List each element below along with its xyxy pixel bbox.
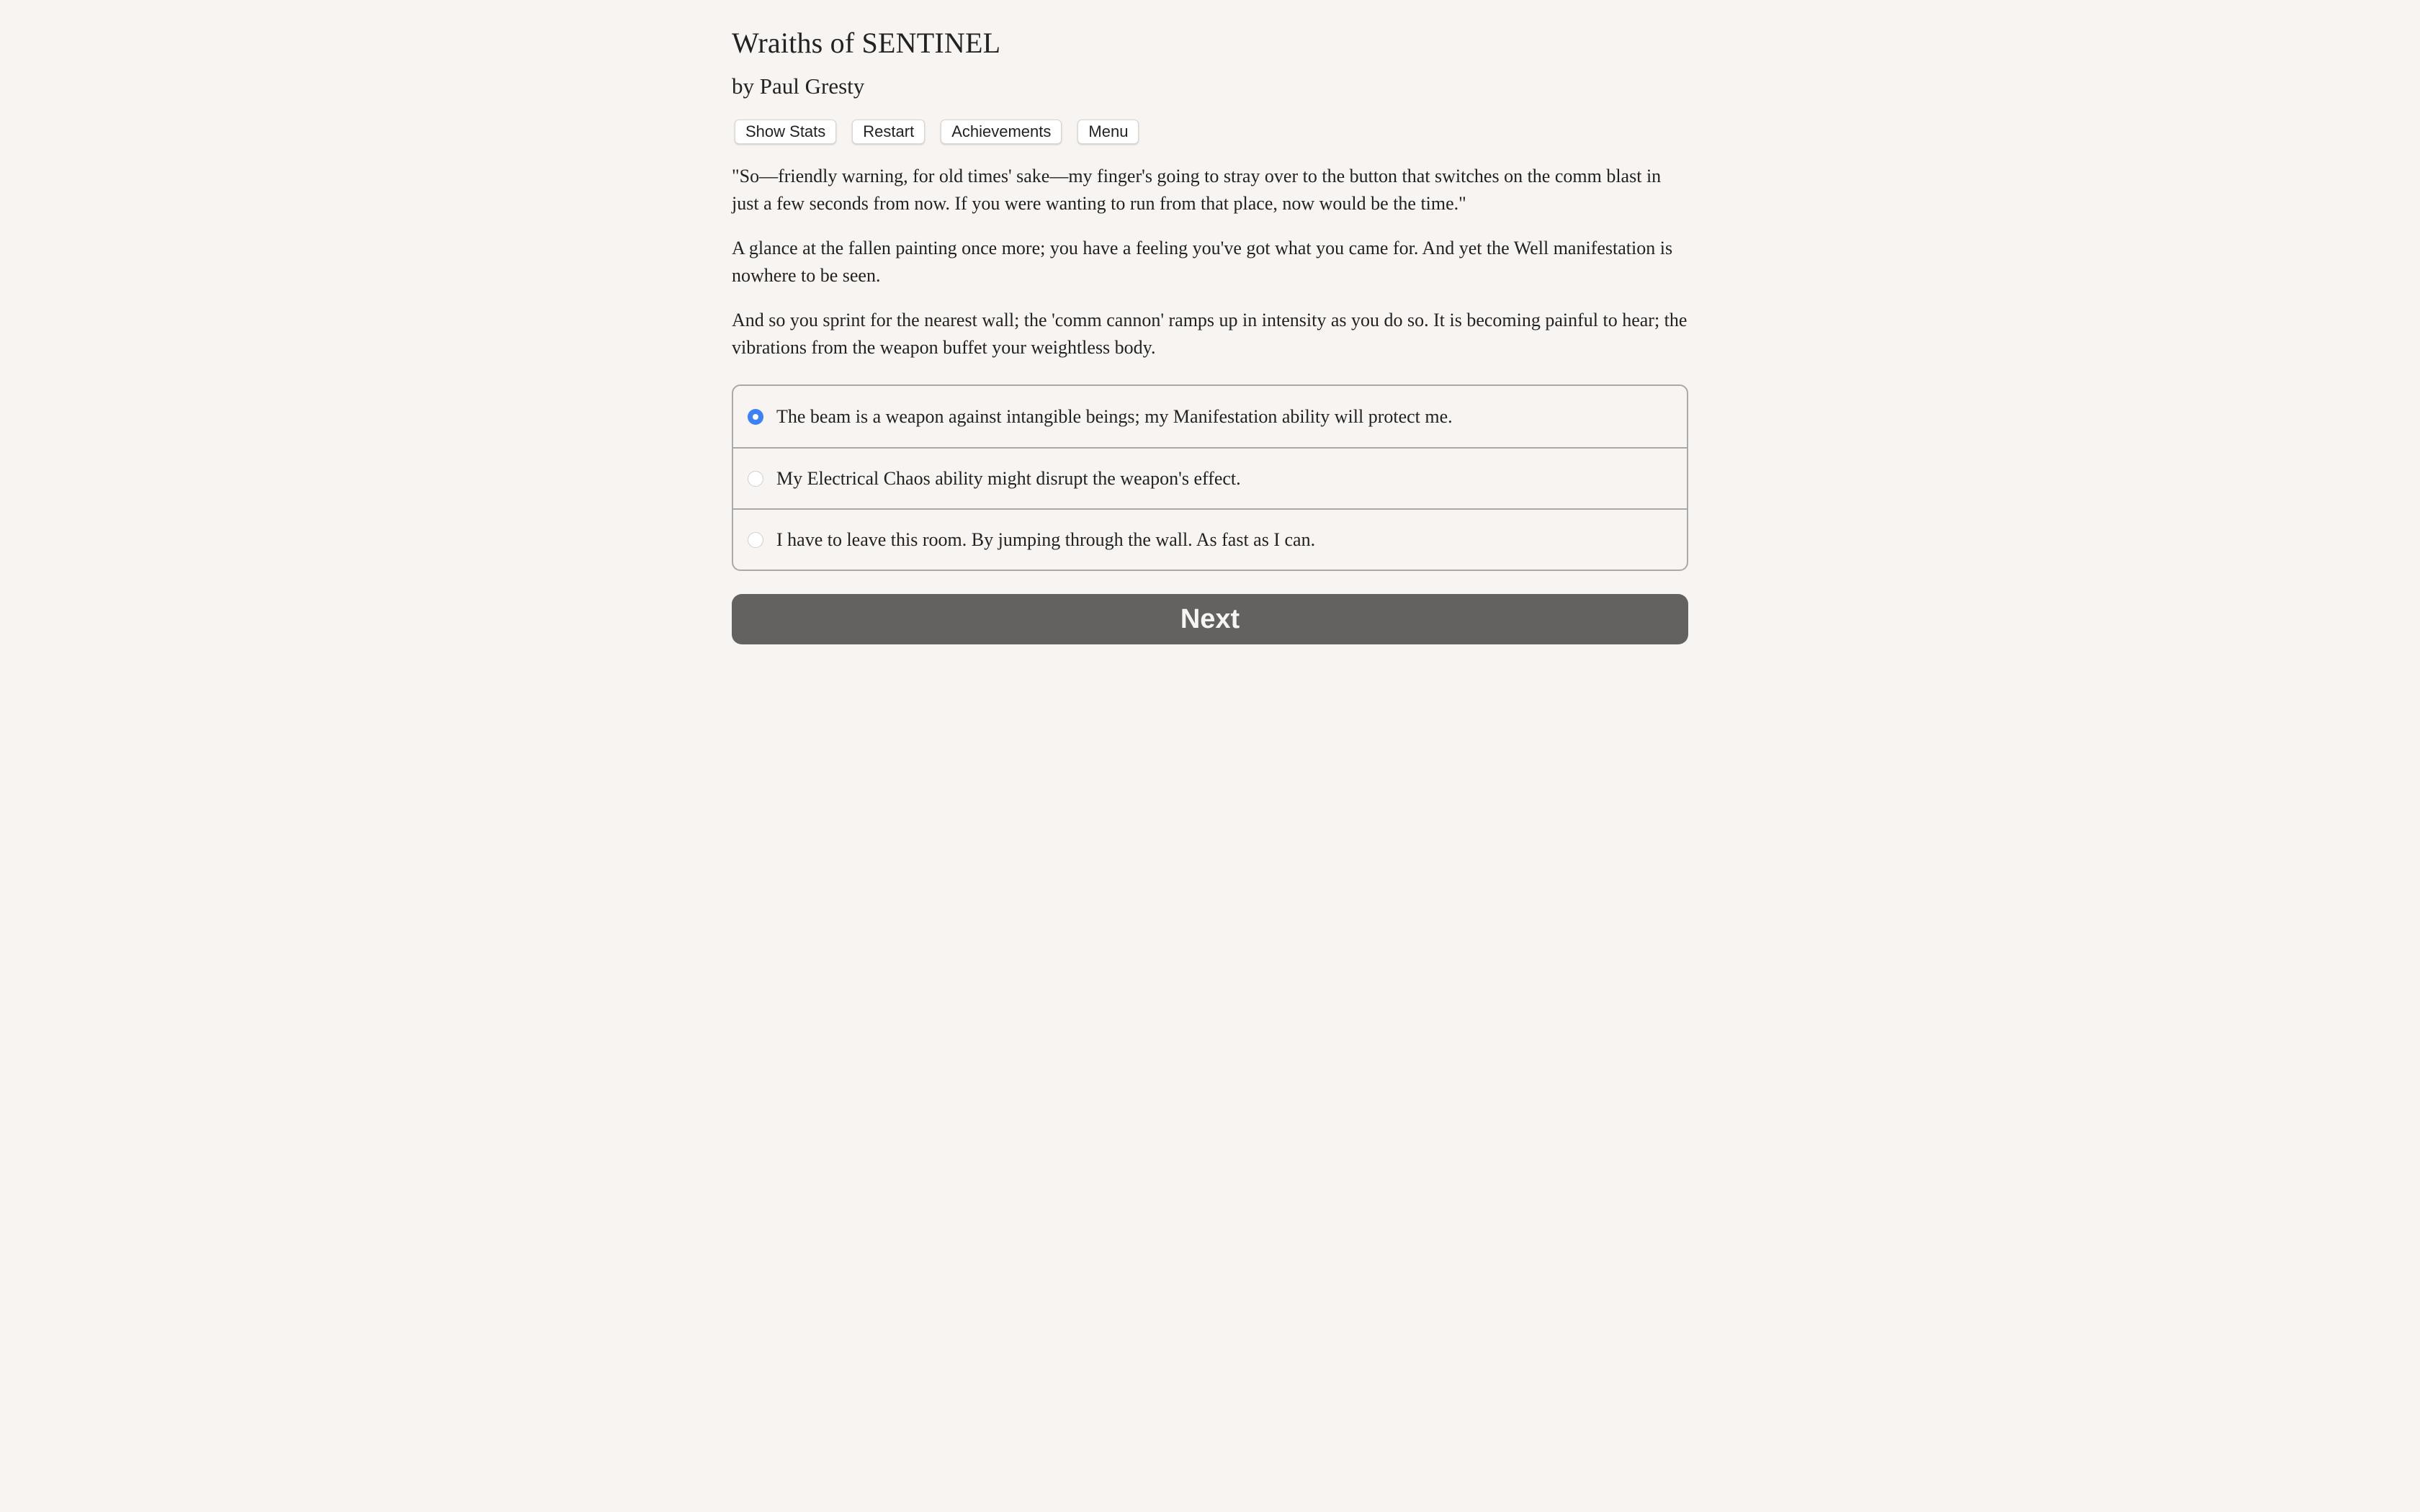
story-text bbox=[732, 163, 1688, 361]
game-author: by Paul Gresty bbox=[732, 73, 865, 99]
restart-button[interactable]: Restart bbox=[852, 120, 925, 144]
choice-option-3[interactable] bbox=[733, 508, 1687, 570]
choice-label: I have to leave this room. By jumping through the wall. As fast as I can. bbox=[776, 528, 1316, 550]
choice-label: My Electrical Chaos ability might disrupt the weapon's effect. bbox=[776, 467, 1241, 489]
menu-button[interactable]: Menu bbox=[1077, 120, 1139, 144]
next-button[interactable]: Next bbox=[732, 594, 1688, 644]
radio-unselected-icon[interactable] bbox=[748, 471, 763, 487]
story-paragraph: And so you sprint for the nearest wall; the 'comm cannon' ramps up in intensity as you do so. It is becoming painful to hear; the vibrations from the weapon buffet your weightless body. bbox=[732, 310, 1688, 358]
radio-selected-icon[interactable] bbox=[748, 409, 763, 425]
game-title: Wraiths of SENTINEL bbox=[732, 27, 1001, 59]
toolbar bbox=[732, 120, 1688, 144]
game-container bbox=[732, 23, 1688, 644]
story-paragraph: A glance at the fallen painting once more; you have a feeling you've got what you came for. And yet the Well manifestation is nowhere to be seen. bbox=[732, 238, 1673, 286]
choice-option-2[interactable] bbox=[733, 447, 1687, 508]
story-paragraph: "So—friendly warning, for old times' sake—my finger's going to stray over to the button that switches on the comm blast in just a few seconds from now. If you were wanting to run from that place, now would be the time." bbox=[732, 166, 1662, 214]
choice-option-1[interactable] bbox=[733, 386, 1687, 447]
choice-list bbox=[732, 384, 1688, 571]
radio-unselected-icon[interactable] bbox=[748, 532, 763, 548]
show-stats-button[interactable]: Show Stats bbox=[735, 120, 836, 144]
choice-label: The beam is a weapon against intangible beings; my Manifestation ability will protect me. bbox=[776, 405, 1453, 427]
achievements-button[interactable]: Achievements bbox=[941, 120, 1062, 144]
